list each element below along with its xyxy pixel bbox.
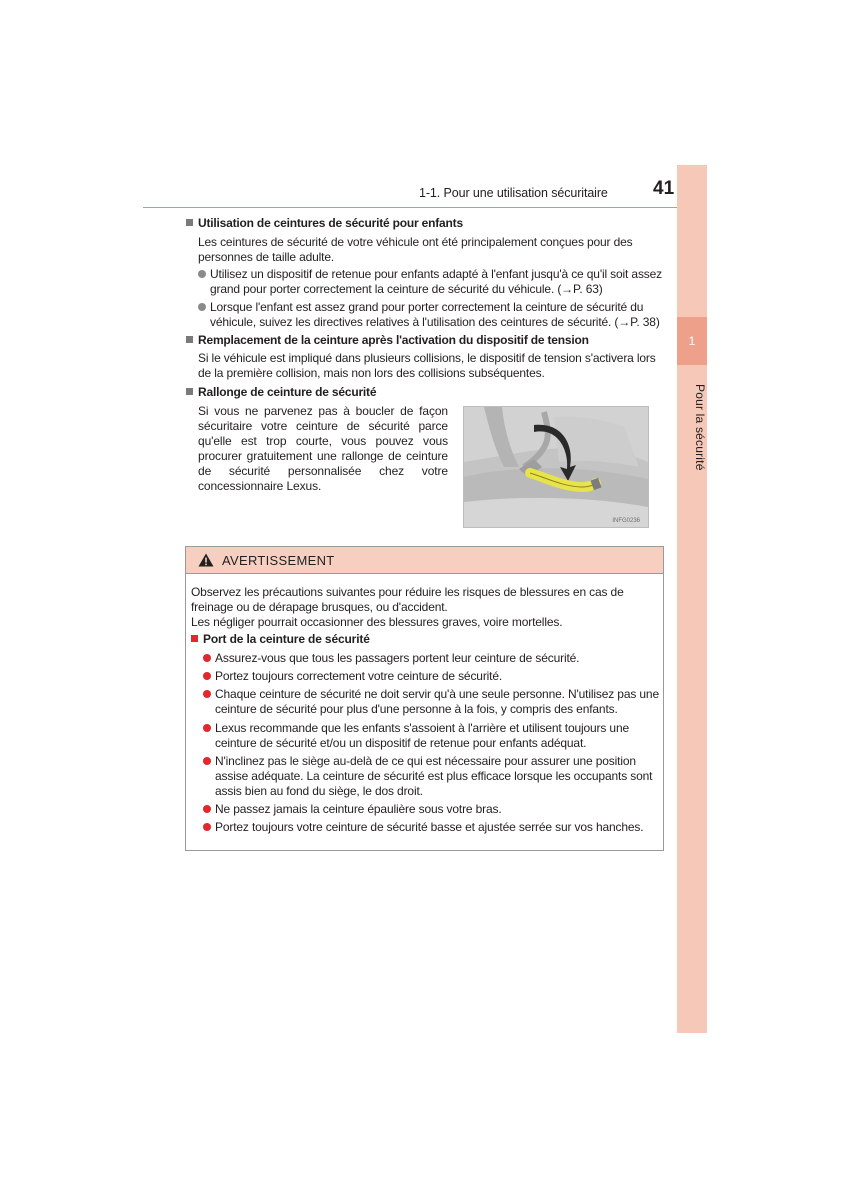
section-body: Les ceintures de sécurité de votre véhicule ont été principalement conçues pour des personnes de taille adulte. — [198, 235, 633, 264]
warning-intro: Les négliger pourrait occasionner des blessures graves, voire mortelles. — [191, 615, 563, 629]
warning-list-item: N'inclinez pas le siège au-delà de ce qui est nécessaire pour assurer une position assise adéquate. La ceinture de sécurité est plus efficace lorsque les occupants sont assis bien au fond du siège, le dos droit. — [203, 754, 667, 799]
header-rule — [143, 207, 677, 208]
section-heading: Remplacement de la ceinture après l'activation du dispositif de tension — [186, 333, 589, 348]
bullet-dot-icon — [203, 757, 211, 765]
warning-list-item: Lexus recommande que les enfants s'assoient à l'arrière et utilisent toujours une ceinture de sécurité et/ou un dispositif de retenue pour enfants adéquat. — [203, 721, 667, 751]
seat-illustration — [464, 407, 648, 527]
warning-intro: Observez les précautions suivantes pour réduire les risques de blessures en cas de freinage ou de dérapage brusques, ou d'accident. — [191, 585, 624, 614]
warning-list-item: Assurez-vous que tous les passagers portent leur ceinture de sécurité. — [203, 651, 667, 666]
list-item: Utilisez un dispositif de retenue pour enfants adapté à l'enfant jusqu'à ce qu'il soit assez grand pour porter correctement la ceinture de sécurité du véhicule. (→P. 63) — [198, 267, 672, 297]
chapter-title: Pour la sécurité — [693, 383, 707, 471]
figure-code: INFG0236 — [612, 518, 640, 524]
bullet-dot-icon — [203, 823, 211, 831]
square-bullet-icon — [186, 388, 193, 395]
seatbelt-extender-figure — [463, 406, 649, 528]
bullet-dot-icon — [203, 805, 211, 813]
bullet-dot-icon — [203, 672, 211, 680]
warning-triangle-icon — [198, 553, 214, 567]
section-body: Si vous ne parvenez pas à boucler de façon sécuritaire votre ceinture de sécurité parce qu'elle est trop courte, vous pouvez vous procurer gratuitement une rallonge de ceinture de sécurité personnalisée chez votre concessionnaire Lexus. — [198, 404, 448, 493]
bullet-dot-icon — [198, 303, 206, 311]
bullet-dot-icon — [203, 690, 211, 698]
bullet-dot-icon — [203, 724, 211, 732]
list-item: Lorsque l'enfant est assez grand pour porter correctement la ceinture de sécurité du véhicule, suivez les directives relatives à l'utilisation des ceintures de sécurité. (→P. 38) — [198, 300, 672, 330]
bullet-dot-icon — [203, 654, 211, 662]
warning-box — [185, 546, 664, 851]
warning-header — [186, 547, 663, 574]
warning-title: AVERTISSEMENT — [222, 552, 335, 568]
square-bullet-icon — [186, 336, 193, 343]
square-bullet-icon — [186, 219, 193, 226]
page-number: 41 — [653, 178, 675, 199]
warning-list-item: Portez toujours votre ceinture de sécurité basse et ajustée serrée sur vos hanches. — [203, 820, 667, 835]
chapter-number: 1 — [677, 317, 707, 365]
section-heading: Utilisation de ceintures de sécurité pour enfants — [186, 216, 463, 231]
warning-list-item: Ne passez jamais la ceinture épaulière sous votre bras. — [203, 802, 667, 817]
warning-list-item: Chaque ceinture de sécurité ne doit servir qu'à une seule personne. N'utilisez pas une ceinture de sécurité pour plus d'une personne à la fois, y compris des enfants. — [203, 687, 667, 717]
running-head: 1-1. Pour une utilisation sécuritaire — [419, 186, 608, 200]
section-heading: Rallonge de ceinture de sécurité — [186, 385, 376, 400]
chapter-side-tab — [677, 165, 707, 1033]
warning-subheading: Port de la ceinture de sécurité — [191, 632, 370, 647]
section-body: Si le véhicule est impliqué dans plusieurs collisions, le dispositif de tension s'activera lors de la première collision, mais non lors des collisions subséquentes. — [198, 351, 656, 380]
bullet-dot-icon — [198, 270, 206, 278]
square-bullet-icon — [191, 635, 198, 642]
warning-list-item: Portez toujours correctement votre ceinture de sécurité. — [203, 669, 667, 684]
